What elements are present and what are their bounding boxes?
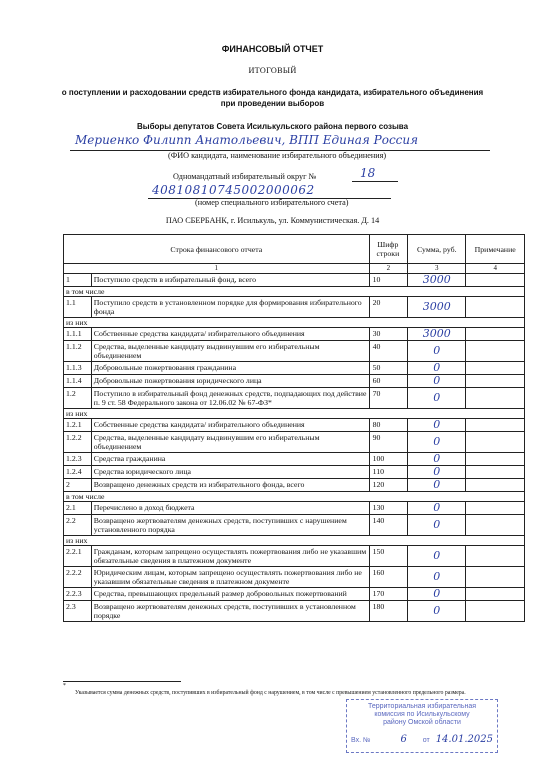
row-description: Возвращено денежных средств из избирательного фонда, всего: [91, 479, 369, 492]
header-line: Строка финансового отчета: [64, 235, 370, 264]
stamp-line-3: району Омской области: [383, 719, 461, 726]
footnote-mark: *: [63, 683, 66, 689]
handwritten-sum: 0: [433, 435, 441, 448]
row-note: [466, 419, 525, 432]
row-code: 30: [369, 328, 408, 341]
district-underline: [352, 181, 398, 182]
row-number: 1.2.1: [64, 419, 92, 432]
row-number: 2: [64, 479, 92, 492]
table-section-row: [64, 409, 525, 419]
row-note: [466, 328, 525, 341]
row-number: 1.2.2: [64, 432, 92, 453]
row-sum: [408, 341, 466, 362]
row-code: 120: [369, 479, 408, 492]
row-note: [466, 588, 525, 601]
footnote-text: Указывается сумма денежных средств, поступивших в избирательный фонд с нарушением, в том числе с превышением установленного предельного размера.: [75, 690, 466, 696]
row-description: Средства гражданина: [91, 453, 369, 466]
row-number: 2.3: [64, 601, 92, 622]
index-col-2: 2: [369, 264, 408, 274]
row-number: 2.2.2: [64, 567, 92, 588]
row-note: [466, 515, 525, 536]
row-code: 170: [369, 588, 408, 601]
report-description-2: при проведении выборов: [220, 99, 325, 108]
row-note: [466, 546, 525, 567]
table-row: [64, 515, 525, 536]
row-code: 60: [369, 375, 408, 388]
row-note: [466, 432, 525, 453]
candidate-caption: (ФИО кандидата, наименование избирательного объединения): [168, 151, 387, 160]
section-label: из них: [64, 536, 525, 546]
candidate-handwritten: Мериенко Филипп Анатольевич, ВПП Единая Россия: [75, 133, 419, 147]
table-section-row: [64, 536, 525, 546]
row-code: 130: [369, 502, 408, 515]
row-description: Собственные средства кандидата/ избирательного объединения: [91, 419, 369, 432]
row-description: Средства юридического лица: [91, 466, 369, 479]
row-number: 1.2.4: [64, 466, 92, 479]
account-number: 40810810745002000062: [152, 183, 315, 197]
table-row: [64, 419, 525, 432]
row-number: 2.2.1: [64, 546, 92, 567]
row-note: [466, 601, 525, 622]
row-code: 110: [369, 466, 408, 479]
bank-name: ПАО СБЕРБАНК, г. Исилькуль, ул. Коммунистическая. Д. 14: [165, 216, 380, 225]
section-label: в том числе: [64, 287, 525, 297]
table-section-row: [64, 492, 525, 502]
row-description: Добровольные пожертвования юридического лица: [91, 375, 369, 388]
stamp-line-2: комиссия по Исилькульскому: [374, 711, 470, 718]
row-description: Поступило средств в установленном порядке для формирования избирательного фонда: [91, 297, 369, 318]
row-code: 180: [369, 601, 408, 622]
row-description: Собственные средства кандидата/ избирательного объединения: [91, 328, 369, 341]
handwritten-sum: 0: [433, 361, 441, 374]
row-number: 1.2.3: [64, 453, 92, 466]
row-description: Перечислено в доход бюджета: [91, 502, 369, 515]
row-code: 10: [369, 274, 408, 287]
row-number: 1: [64, 274, 92, 287]
row-number: 1.1.3: [64, 362, 92, 375]
row-sum: [408, 388, 466, 409]
table-row: [64, 588, 525, 601]
table-header-row: [64, 235, 525, 264]
header-sum: Сумма, руб.: [408, 235, 466, 264]
row-sum: [408, 588, 466, 601]
handwritten-sum: 0: [433, 501, 441, 514]
header-note: Примечание: [466, 235, 525, 264]
stamp-date: 14.01.2025: [435, 734, 493, 745]
table-row: [64, 466, 525, 479]
handwritten-sum: 3000: [422, 300, 451, 313]
row-number: 2.2.3: [64, 588, 92, 601]
row-number: 1.2: [64, 388, 92, 409]
handwritten-sum: 0: [433, 465, 441, 478]
row-code: 50: [369, 362, 408, 375]
table-row: [64, 479, 525, 492]
row-code: 140: [369, 515, 408, 536]
row-note: [466, 453, 525, 466]
table-row: [64, 601, 525, 622]
row-sum: [408, 274, 466, 287]
row-number: 1.1: [64, 297, 92, 318]
handwritten-sum: 0: [433, 478, 441, 491]
election-name: Выборы депутатов Совета Исилькульского района первого созыва: [136, 122, 409, 131]
handwritten-sum: 0: [433, 587, 441, 600]
table-index-row: [64, 264, 525, 274]
table-section-row: [64, 318, 525, 328]
account-caption: (номер специального избирательного счета): [195, 198, 349, 207]
stamp-from: от: [422, 737, 430, 744]
row-sum: [408, 502, 466, 515]
table-row: [64, 432, 525, 453]
table-row: [64, 274, 525, 287]
handwritten-sum: 0: [433, 452, 441, 465]
row-note: [466, 341, 525, 362]
row-code: 20: [369, 297, 408, 318]
row-description: Средства, превышающих предельный размер добровольных пожертвований: [91, 588, 369, 601]
row-description: Юридическим лицам, которым запрещено осуществлять пожертвования либо не указавшим обязательные сведения в платежном документе: [91, 567, 369, 588]
row-sum: [408, 567, 466, 588]
header-code: Шифр строки: [369, 235, 408, 264]
finance-table: [63, 234, 525, 622]
row-code: 90: [369, 432, 408, 453]
report-title: ФИНАНСОВЫЙ ОТЧЕТ: [221, 44, 324, 54]
table-row: [64, 362, 525, 375]
row-code: 70: [369, 388, 408, 409]
row-sum: [408, 362, 466, 375]
row-description: Поступило в избирательный фонд денежных средств, подпадающих под действие п. 9 ст. 58 Федерального закона от 12.06.02 № 67-ФЗ*: [91, 388, 369, 409]
row-code: 40: [369, 341, 408, 362]
stamp-reg-line: [347, 736, 497, 745]
row-sum: [408, 453, 466, 466]
handwritten-sum: 0: [433, 374, 441, 387]
row-note: [466, 274, 525, 287]
row-description: Средства, выделенные кандидату выдвинувшим его избирательным объединением: [91, 341, 369, 362]
handwritten-sum: 0: [433, 418, 441, 431]
table-row: [64, 567, 525, 588]
table-row: [64, 546, 525, 567]
row-note: [466, 479, 525, 492]
district-number: 18: [360, 166, 376, 180]
handwritten-sum: 0: [433, 604, 441, 617]
row-sum: [408, 466, 466, 479]
table-row: [64, 502, 525, 515]
row-sum: [408, 479, 466, 492]
row-note: [466, 466, 525, 479]
row-number: 1.1.4: [64, 375, 92, 388]
row-note: [466, 502, 525, 515]
row-number: 2.2: [64, 515, 92, 536]
stamp-prefix: Вх. №: [351, 737, 371, 744]
report-subtitle: ИТОГОВЫЙ: [248, 66, 297, 75]
row-sum: [408, 515, 466, 536]
row-sum: [408, 419, 466, 432]
table-row: [64, 453, 525, 466]
district-label: Одномандатный избирательный округ №: [173, 172, 317, 181]
row-code: 100: [369, 453, 408, 466]
row-sum: [408, 297, 466, 318]
row-description: Поступило средств в избирательный фонд, всего: [91, 274, 369, 287]
handwritten-sum: 3000: [422, 273, 451, 286]
row-code: 150: [369, 546, 408, 567]
row-sum: [408, 546, 466, 567]
index-col-3: 3: [408, 264, 466, 274]
handwritten-sum: 3000: [422, 327, 451, 340]
handwritten-sum: 0: [433, 570, 441, 583]
table-row: [64, 388, 525, 409]
index-col-4: 4: [466, 264, 525, 274]
row-code: 160: [369, 567, 408, 588]
table-section-row: [64, 287, 525, 297]
index-col-1: 1: [64, 264, 370, 274]
row-note: [466, 388, 525, 409]
row-note: [466, 375, 525, 388]
row-number: 1.1.2: [64, 341, 92, 362]
table-row: [64, 297, 525, 318]
row-sum: [408, 432, 466, 453]
table-row: [64, 341, 525, 362]
handwritten-sum: 0: [433, 344, 441, 357]
row-description: Добровольные пожертвования гражданина: [91, 362, 369, 375]
row-sum: [408, 375, 466, 388]
row-number: 2.1: [64, 502, 92, 515]
row-description: Гражданам, которым запрещено осуществлять пожертвования либо не указавшим обязательные сведения в платежном документе: [91, 546, 369, 567]
stamp-number: 6: [400, 734, 407, 745]
row-description: Средства, выделенные кандидату выдвинувшим его избирательным объединением: [91, 432, 369, 453]
row-description: Возвращено жертвователям денежных средств, поступивших в установленном порядке: [91, 601, 369, 622]
row-note: [466, 297, 525, 318]
row-sum: [408, 328, 466, 341]
row-description: Возвращено жертвователям денежных средств, поступивших с нарушением установленного порядка: [91, 515, 369, 536]
report-description: о поступлении и расходовании средств избирательного фонда кандидата, избирательного объединения: [61, 88, 484, 97]
footnote-rule: [63, 681, 181, 682]
row-number: 1.1.1: [64, 328, 92, 341]
section-label: из них: [64, 318, 525, 328]
section-label: из них: [64, 409, 525, 419]
stamp-line-1: Территориальная избирательная: [367, 703, 477, 710]
section-label: в том числе: [64, 492, 525, 502]
table-row: [64, 328, 525, 341]
row-code: 80: [369, 419, 408, 432]
row-note: [466, 362, 525, 375]
handwritten-sum: 0: [433, 549, 441, 562]
row-sum: [408, 601, 466, 622]
handwritten-sum: 0: [433, 518, 441, 531]
table-row: [64, 375, 525, 388]
registration-stamp: [346, 699, 498, 753]
row-note: [466, 567, 525, 588]
handwritten-sum: 0: [433, 391, 441, 404]
